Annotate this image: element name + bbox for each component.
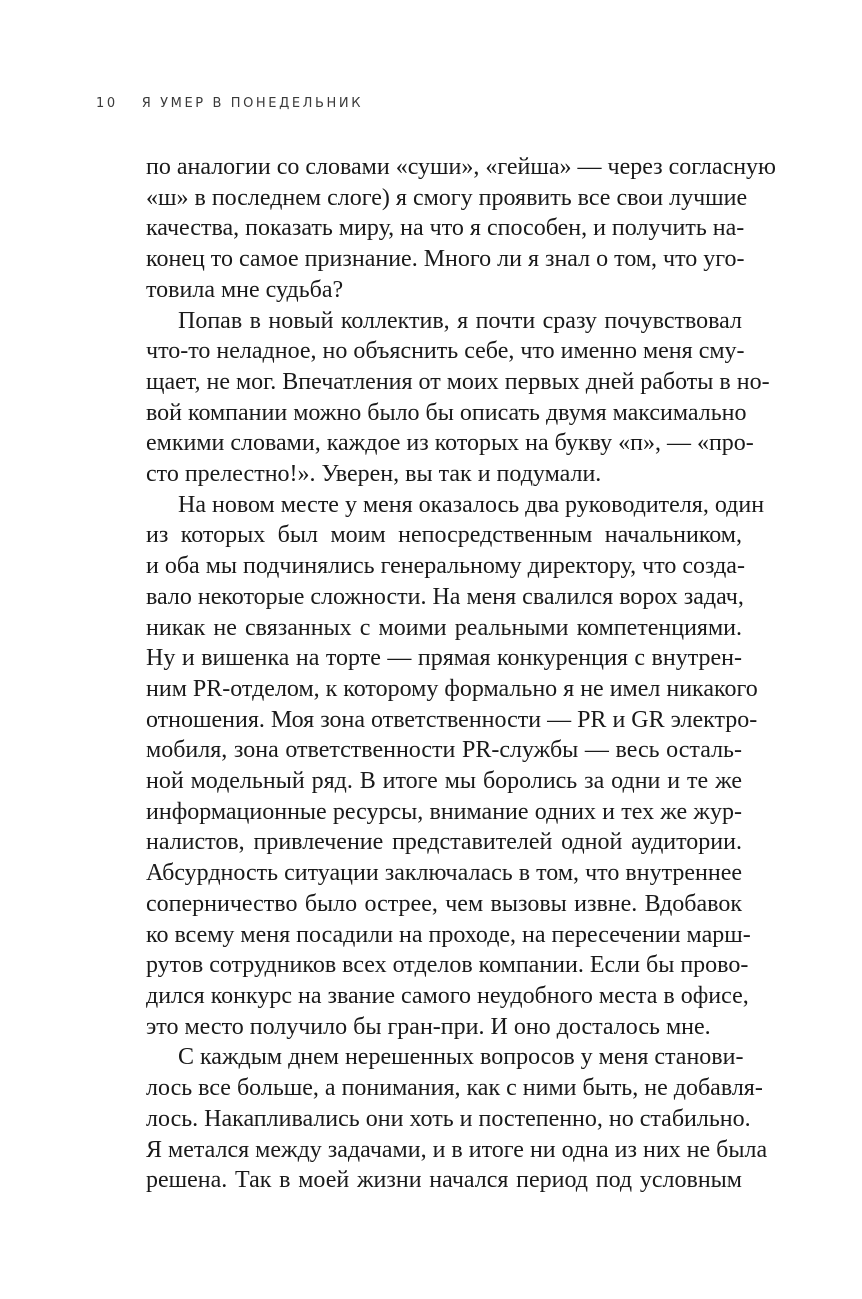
- text-line: лось все больше, а понимания, как с ними быть, не добавля-: [146, 1075, 763, 1102]
- text-line: конец то самое признание. Много ли я знал о том, что уго-: [146, 246, 745, 273]
- text-line: лось. Накапливались они хоть и постепенно, но стабильно.: [146, 1105, 751, 1132]
- text-line: ной модельный ряд. В итоге мы боролись за одни и те же: [146, 768, 742, 795]
- paragraph-4: [146, 1042, 768, 1196]
- text-line: ним PR-отделом, к которому формально я не имел никакого: [146, 675, 758, 702]
- text-line: и оба мы подчинялись генеральному директору, что созда-: [146, 553, 745, 580]
- text-line: Я метался между задачами, и в итоге ни одна из них не была: [146, 1136, 768, 1163]
- text-line: товила мне судьба?: [146, 276, 344, 303]
- text-line: что-то неладное, но объяснить себе, что именно меня сму-: [146, 338, 745, 365]
- text-line: Абсурдность ситуации заключалась в том, что внутреннее: [146, 860, 742, 887]
- text-line: емкими словами, каждое из которых на букву «п», — «про-: [146, 430, 754, 457]
- book-title: Я УМЕР В ПОНЕДЕЛЬНИК: [141, 96, 364, 111]
- text-line: мобиля, зона ответственности PR-службы — весь осталь-: [146, 737, 742, 764]
- text-line: информационные ресурсы, внимание одних и тех же жур-: [146, 798, 742, 825]
- text-line: дился конкурс на звание самого неудобного места в офисе,: [146, 982, 749, 1009]
- text-line: сто прелестно!». Уверен, вы так и подумали.: [146, 461, 602, 488]
- text-line: по аналогии со словами «суши», «гейша» — через согласную: [146, 154, 776, 180]
- text-line: это место получило бы гран-при. И оно досталось мне.: [146, 1013, 711, 1040]
- running-head: [96, 96, 363, 111]
- text-line: рутов сотрудников всех отделов компании. Если бы прово-: [146, 952, 749, 979]
- text-line: вой компании можно было бы описать двумя максимально: [146, 399, 747, 426]
- text-line: вало некоторые сложности. На меня свалился ворох задач,: [146, 583, 744, 610]
- text-line: Ну и вишенка на торте — прямая конкуренция с внутрен-: [146, 645, 742, 672]
- text-line: из которых был моим непосредственным начальником,: [146, 522, 742, 549]
- text-line: Попав в новый коллектив, я почти сразу почувствовал: [178, 307, 742, 334]
- text-line: щает, не мог. Впечатления от моих первых дней работы в но-: [146, 368, 770, 395]
- text-line: ко всему меня посадили на проходе, на пересечении марш-: [146, 921, 751, 948]
- paragraph-2: [146, 306, 770, 490]
- paragraph-3: [146, 490, 765, 1043]
- text-line: С каждым днем нерешенных вопросов у меня станови-: [178, 1044, 744, 1071]
- text-line: решена. Так в моей жизни начался период под условным: [146, 1167, 742, 1194]
- page-body: [146, 152, 776, 1196]
- text-line: «ш» в последнем слоге) я смогу проявить все свои лучшие: [146, 184, 748, 211]
- text-line: На новом месте у меня оказалось два руководителя, один: [178, 491, 765, 518]
- text-line: отношения. Моя зона ответственности — PR и GR электро-: [146, 706, 758, 733]
- text-line: налистов, привлечение представителей одной аудитории.: [146, 829, 742, 856]
- page-number: 10: [96, 96, 118, 111]
- text-line: никак не связанных с моими реальными компетенциями.: [146, 614, 742, 641]
- text-line: соперничество было острее, чем вызовы извне. Вдобавок: [146, 890, 742, 917]
- text-line: качества, показать миру, на что я способен, и получить на-: [146, 215, 745, 242]
- paragraph-1: [146, 152, 776, 306]
